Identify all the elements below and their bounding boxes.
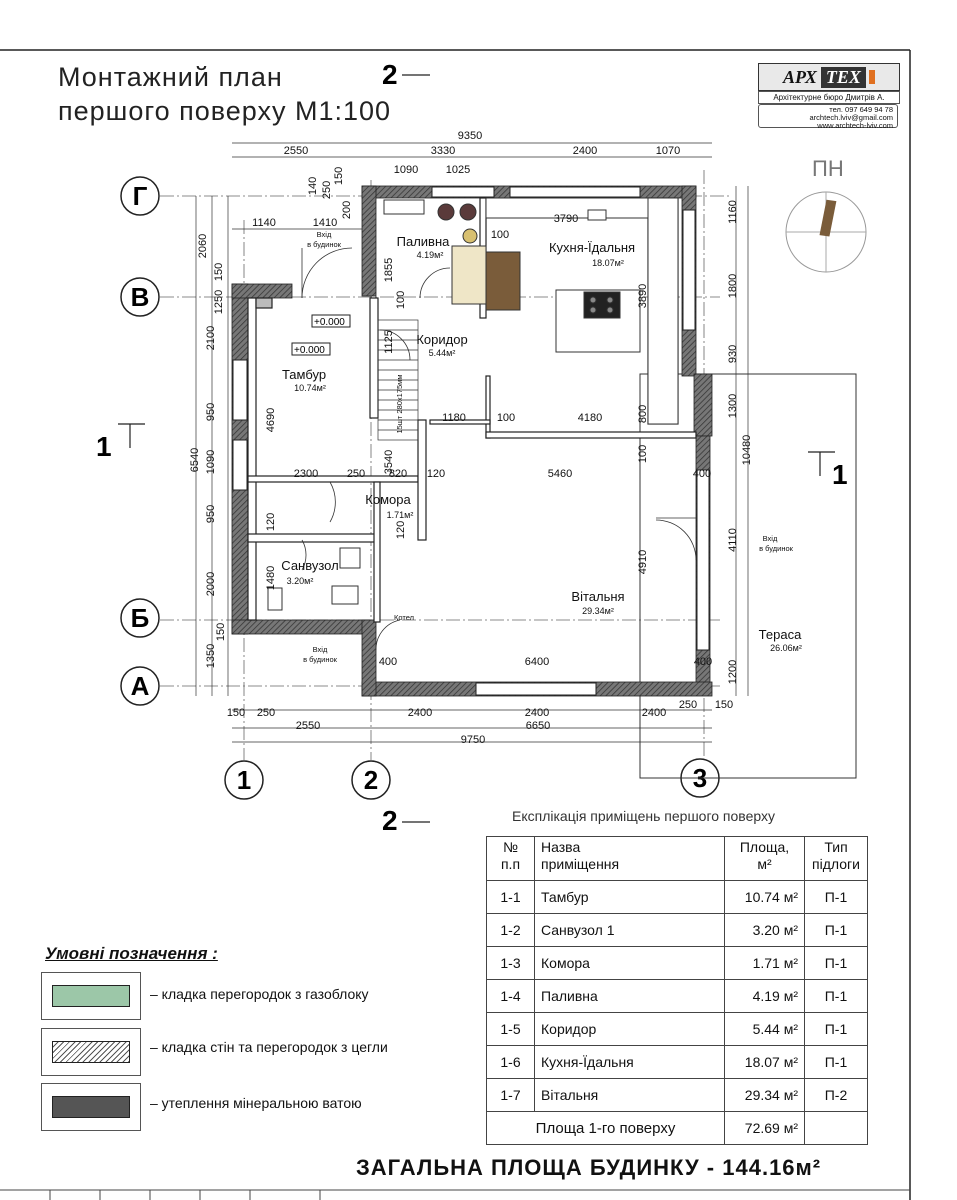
dim-3790: 3790 [553, 213, 579, 225]
dim-1140: 1140 [252, 217, 276, 229]
cell-num: 1-6 [487, 1046, 535, 1079]
entry-label-top: Вхід [316, 230, 332, 239]
stairs-label: 15шт 280х175мм [395, 374, 404, 434]
axis-label-3: 3 [692, 763, 708, 793]
contact-phone: тел. 097 649 94 78 [829, 105, 893, 114]
contact-email: archtech.lviv@gmail.com [809, 113, 893, 122]
table-row [487, 980, 868, 1013]
dim-150-f: 150 [333, 166, 345, 186]
cell-floor: П-1 [805, 1046, 868, 1079]
dim-4110: 4110 [727, 528, 739, 552]
cell-num: 1-7 [487, 1079, 535, 1112]
entry-label-bottom-2: в будинок [303, 655, 337, 664]
dim-1125: 1125 [383, 330, 395, 354]
dim-100-a: 100 [490, 229, 510, 241]
room-komora-area: 1.71м² [386, 510, 414, 520]
dim-250-a: 250 [346, 468, 366, 480]
compass-label: ПН [812, 156, 844, 181]
dim-100-c: 100 [395, 290, 407, 310]
dim-3330: 3330 [430, 145, 456, 157]
dim-120-c: 120 [395, 520, 407, 540]
dim-2550-b: 2550 [295, 720, 321, 732]
dim-150-d: 150 [213, 262, 225, 282]
room-terasa-area: 26.06м² [770, 643, 802, 653]
section-mark-right: 1 [832, 459, 848, 490]
th-area: Площа, м² [725, 837, 805, 881]
dim-1070: 1070 [655, 145, 681, 157]
room-kitchen-name: Кухня-Їдальня [548, 240, 636, 255]
cell-area: 29.34 м² [725, 1079, 805, 1112]
cell-floor: П-1 [805, 980, 868, 1013]
cell-name: Санвузол 1 [535, 914, 725, 947]
legend-item-brick: – кладка стін та перегородок з цегли [150, 1039, 388, 1055]
cell-area: 10.74 м² [725, 881, 805, 914]
dim-2000: 2000 [205, 571, 217, 597]
cell-area: 5.44 м² [725, 1013, 805, 1046]
dim-150-b: 150 [226, 707, 246, 719]
dim-140: 140 [307, 176, 319, 196]
dim-400-c: 400 [693, 656, 713, 668]
dim-2400-d: 2400 [641, 707, 667, 719]
dim-4180: 4180 [577, 412, 603, 424]
cell-floor: П-1 [805, 914, 868, 947]
table-row [487, 914, 868, 947]
dim-100-b: 100 [496, 412, 516, 424]
room-terasa-name: Тераса [758, 627, 802, 642]
dim-100-d: 100 [637, 444, 649, 464]
rooms-table [486, 836, 868, 1145]
dim-1350: 1350 [205, 643, 217, 669]
plan-title-line1: Монтажний план [58, 62, 283, 92]
dim-2300: 2300 [293, 468, 319, 480]
axis-letters [121, 177, 159, 705]
dim-4690: 4690 [265, 407, 277, 433]
dim-4910: 4910 [637, 549, 649, 575]
dim-1025: 1025 [445, 164, 471, 176]
axis-label-a: А [130, 671, 150, 701]
dim-2400: 2400 [572, 145, 598, 157]
dim-120-a: 120 [426, 468, 446, 480]
dim-400-a: 400 [692, 468, 712, 480]
legend-swatch-gasblock [41, 972, 141, 1020]
room-koridor-name: Коридор [416, 332, 468, 347]
dim-6540: 6540 [189, 447, 201, 473]
dim-1180: 1180 [442, 412, 466, 424]
dim-120-b: 120 [265, 512, 277, 532]
legend-title: Умовні позначення : [45, 944, 218, 963]
section-mark-bottom: 2 [382, 805, 398, 836]
dim-2060: 2060 [197, 233, 209, 259]
cell-name: Вітальня [535, 1079, 725, 1112]
table-row [487, 1046, 868, 1079]
cell-num: 1-4 [487, 980, 535, 1013]
section-mark-top: 2 [382, 59, 398, 90]
dim-2100: 2100 [205, 325, 217, 351]
table-row [487, 947, 868, 980]
room-vitalnya-name: Вітальня [571, 589, 625, 604]
logo-subtitle: Архітектурне бюро Дмитрів А. [758, 91, 900, 104]
logo-brand-part1: АРХ [783, 66, 817, 87]
entry-label-terrace-2: в будинок [759, 544, 793, 553]
dim-2550: 2550 [283, 145, 309, 157]
dim-250-c: 250 [678, 699, 698, 711]
room-tambur-area: 10.74м² [294, 383, 326, 393]
dim-950-a: 950 [205, 402, 217, 422]
dim-250-d: 250 [321, 180, 333, 200]
dim-10480: 10480 [741, 434, 753, 466]
cell-num: 1-2 [487, 914, 535, 947]
room-vitalnya-area: 29.34м² [582, 606, 614, 616]
room-palyvna-name: Паливна [396, 234, 450, 249]
axis-label-b: Б [130, 603, 150, 633]
north-compass [786, 156, 866, 272]
dim-1855: 1855 [383, 257, 395, 283]
dim-6650: 6650 [525, 720, 551, 732]
dim-1250: 1250 [213, 289, 225, 315]
entry-label-terrace: Вхід [762, 534, 778, 543]
dim-1480: 1480 [265, 565, 277, 591]
axis-label-2: 2 [363, 765, 379, 795]
cell-name: Комора [535, 947, 725, 980]
table-header-row [487, 837, 868, 881]
legend-item-gasblock: – кладка перегородок з газоблоку [150, 986, 369, 1002]
table-row [487, 1079, 868, 1112]
cell-name: Кухня-Їдальня [535, 1046, 725, 1079]
room-komora-name: Комора [365, 492, 411, 507]
cell-floor: П-1 [805, 947, 868, 980]
plan-title-line2: першого поверху М1:100 [58, 96, 392, 126]
level-mark-1: +0.000 [314, 317, 345, 328]
axis-label-v: В [130, 282, 150, 312]
legend-swatch-insulation [41, 1083, 141, 1131]
cell-num: 1-5 [487, 1013, 535, 1046]
level-marks [292, 315, 350, 356]
logo-brand-part2: ТЕХ [821, 67, 866, 88]
cell-name: Тамбур [535, 881, 725, 914]
cell-floor: П-1 [805, 881, 868, 914]
level-mark-2: +0.000 [294, 345, 325, 356]
th-name: Назва приміщення [535, 837, 725, 881]
cell-name: Паливна [535, 980, 725, 1013]
dim-9350: 9350 [457, 130, 483, 142]
dim-250-b: 250 [256, 707, 276, 719]
cell-num: 1-3 [487, 947, 535, 980]
cell-name: Коридор [535, 1013, 725, 1046]
dim-950-b: 950 [205, 504, 217, 524]
table-row [487, 881, 868, 914]
room-palyvna-area: 4.19м² [416, 250, 444, 260]
grand-total: ЗАГАЛЬНА ПЛОЩА БУДИНКУ - 144.16м² [356, 1155, 822, 1180]
th-floor: Тип підлоги [805, 837, 868, 881]
dim-3540: 3540 [383, 449, 395, 475]
cell-area: 18.07 м² [725, 1046, 805, 1079]
room-tambur-name: Тамбур [281, 367, 327, 382]
dim-3890: 3890 [637, 283, 649, 309]
dim-2400-b: 2400 [407, 707, 433, 719]
cell-num: 1-1 [487, 881, 535, 914]
section-marks [96, 59, 848, 836]
th-num: № п.п [487, 837, 535, 881]
room-kitchen-area: 18.07м² [592, 258, 624, 268]
axis-label-1: 1 [236, 765, 252, 795]
total-empty-cell [805, 1112, 868, 1145]
legend-item-insulation: – утеплення мінеральною ватою [150, 1095, 362, 1111]
room-sanvuzol-name: Санвузол [281, 558, 339, 573]
dim-1090: 1090 [393, 164, 419, 176]
dim-930: 930 [727, 344, 739, 364]
cell-area: 3.20 м² [725, 914, 805, 947]
dim-820: 820 [388, 468, 408, 480]
room-sanvuzol-area: 3.20м² [286, 576, 314, 586]
cell-area: 1.71 м² [725, 947, 805, 980]
dim-400-b: 400 [378, 656, 398, 668]
cell-floor: П-2 [805, 1079, 868, 1112]
dim-1300: 1300 [727, 393, 739, 419]
room-koridor-area: 5.44м² [428, 348, 456, 358]
section-mark-left: 1 [96, 431, 112, 462]
dim-5460: 5460 [547, 468, 573, 480]
boiler-label: Котел [393, 613, 415, 622]
legend-swatch-brick [41, 1028, 141, 1076]
dim-2400-c: 2400 [524, 707, 550, 719]
dim-150-c: 150 [714, 699, 734, 711]
cell-area: 4.19 м² [725, 980, 805, 1013]
table-row [487, 1013, 868, 1046]
dim-150-e: 150 [215, 622, 227, 642]
dim-1200: 1200 [727, 659, 739, 685]
table-caption: Експлікація приміщень першого поверху [512, 808, 775, 824]
total-label: Площа 1-го поверху [487, 1112, 725, 1145]
entry-label-bottom: Вхід [312, 645, 328, 654]
axis-label-g: Г [132, 181, 148, 211]
dim-1800: 1800 [727, 273, 739, 299]
dim-9750: 9750 [460, 734, 486, 746]
dim-6400: 6400 [524, 656, 550, 668]
axis-numbers [225, 759, 719, 799]
dim-1090-b: 1090 [205, 449, 217, 475]
dim-1160: 1160 [727, 200, 739, 224]
dim-1410: 1410 [312, 217, 338, 229]
dim-200: 200 [341, 200, 353, 220]
dim-800: 800 [637, 404, 649, 424]
total-value: 72.69 м² [725, 1112, 805, 1145]
cell-floor: П-1 [805, 1013, 868, 1046]
table-total-row [487, 1112, 868, 1145]
entry-label-top-2: в будинок [307, 240, 341, 249]
contact-site: www.archtech-lviv.com [817, 121, 893, 130]
